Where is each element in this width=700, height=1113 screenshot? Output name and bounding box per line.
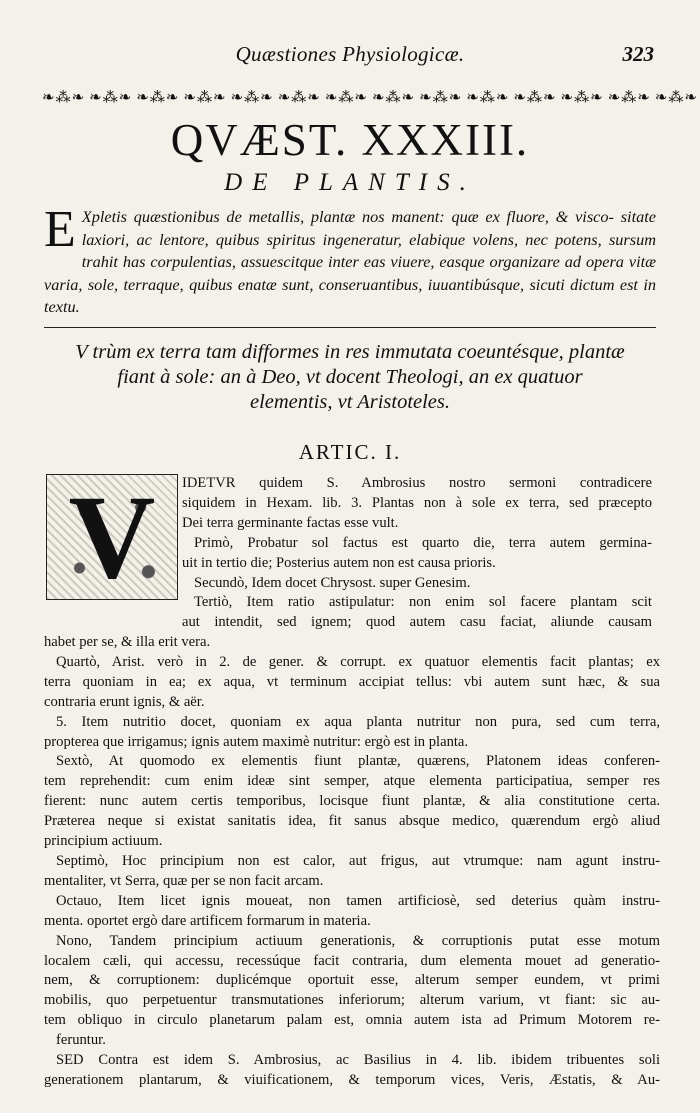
- text-line: Secundò, Idem docet Chrysost. super Genesim.: [194, 574, 471, 591]
- text-line: contraria erunt ignis, & aër.: [44, 693, 205, 710]
- ornament-icon: ❧⁂❧: [466, 90, 510, 106]
- ornament-icon: ❧⁂❧: [277, 90, 321, 106]
- question-title-line: elementis, vt Aristoteles.: [249, 391, 451, 413]
- intro-line: opera vitæ varia, sole, terraque, quibus enatæ sunt, conseruantibus, iuuantibúsque, sicuti: [44, 252, 656, 294]
- ornament-icon: ❧⁂❧: [324, 90, 368, 106]
- text-line: tem reprehendit: cum enim ideæ sint semper, atque elementa participatiua, semper res: [44, 773, 660, 790]
- ornament-icon: ❧⁂❧: [607, 90, 651, 106]
- intro-line: dictum est in textu.: [44, 274, 656, 316]
- ornament-icon: ❧⁂❧: [560, 90, 604, 106]
- text-line: habet per se, & illa erit vera.: [44, 634, 211, 650]
- decorated-initial: [46, 470, 178, 603]
- running-title: Quæstiones Physiologicæ.: [235, 42, 465, 66]
- text-line: uit in tertio die; Posterius autem non est causa prioris.: [182, 554, 496, 571]
- ornament-icon: ❧⁂❧: [89, 90, 133, 106]
- text-line: Quartò, Arist. verò in 2. de gener. & corrupt. ex quatuor elementis facit plantas; ex: [56, 653, 660, 670]
- question-heading: QVÆST. XXXIII.: [170, 115, 530, 165]
- question-title: [40, 340, 660, 415]
- text-line: Septimò, Hoc principium non est calor, aut frigus, aut vtrumque: nam agunt instru-: [56, 852, 660, 869]
- intro-line: Xpletis quæstionibus de metallis, plantæ nos manent: quæ ex fluore, & visco-: [81, 207, 621, 226]
- intro-line: sitate laxiori, ac lentore, quibus spiritus ingeneratur, elabique volens, nec potens,: [81, 207, 656, 249]
- text-line: terra quoniam in ea; ex aqua, vt terminum accipiat tellus: vbi autem sunt hæc, & sua: [44, 673, 660, 690]
- text-line: menta. oportet ergò dare artificem formarum in materia.: [44, 912, 371, 929]
- ornament-icon: ❧⁂❧: [419, 90, 463, 106]
- page-number: 323: [622, 42, 654, 66]
- question-title-line: V trùm ex terra tam difformes in res immutata coeuntésque, plantæ: [75, 341, 625, 363]
- text-line: feruntur.: [56, 1032, 106, 1049]
- ornament-icon: ❧⁂❧: [183, 90, 227, 106]
- text-line: nem, & corruptionem: duplicémque oportuit esse, alterum semper eundem, vt primi: [44, 972, 660, 989]
- intro-line: sursum trahit has corpulentias, assuescitque inter eas viuere, easque organizare ad: [81, 229, 656, 271]
- text-line: mobilis, quo perpetuentur transmutationes inferiorum; alterum varium, vt fiant: sic au-: [44, 992, 660, 1009]
- ornament-icon: ❧⁂❧: [654, 90, 698, 106]
- text-line: mentaliter, vt Serra, quæ per se non facit arcam.: [44, 872, 324, 889]
- running-head: [0, 42, 700, 72]
- article-heading: ARTIC. I.: [298, 440, 402, 464]
- text-line: Dei terra germinante factas esse vult.: [182, 514, 399, 531]
- text-line: siquidem in Hexam. lib. 3. Plantas non à sole ex terra, sed præcepto: [182, 494, 652, 511]
- text-line: tem obliquo in circulo planetarum palam est, omnia autem ista ad Primum Motorem re-: [44, 1012, 660, 1029]
- text-line: propterea que irrigamus; ignis autem maximè nutritur: ergò est in planta.: [44, 733, 469, 750]
- text-line: generationem plantarum, & viuificationem, & temporum vices, Veris, Æstatis, & Au-: [44, 1071, 660, 1088]
- intro-paragraph: [44, 201, 656, 319]
- text-line: SED Contra est idem S. Ambrosius, ac Basilius in 4. lib. ibidem tribuentes soli: [56, 1052, 660, 1069]
- divider-rule: [44, 327, 656, 328]
- ornament-band: [40, 86, 698, 110]
- text-line: aut intendit, sed ignem; quod autem casu faciat, aliunde causam: [182, 614, 652, 631]
- question-subtitle: DE PLANTIS.: [224, 169, 476, 196]
- article-text-narrow: [182, 474, 652, 633]
- text-line: 5. Item nutritio docet, quoniam ex aqua planta nutritur non pura, sed cum terra,: [56, 713, 660, 730]
- ornament-icon: ❧⁂❧: [371, 90, 416, 106]
- ornament-icon: ❧⁂❧: [136, 90, 180, 106]
- text-line: localem cæli, qui accessu, recessúque facit contraria, dum elementa mouet ad generatio-: [44, 952, 660, 969]
- article-text-full: [44, 633, 660, 1091]
- text-line: IDETVR quidem S. Ambrosius nostro sermoni contradicere: [182, 475, 652, 491]
- ornament-icon: ❧⁂❧: [513, 90, 557, 106]
- text-line: Nono, Tandem principium actiuum generationis, & corruptionis putat esse motum: [56, 932, 660, 949]
- intro-initial: E: [44, 201, 76, 258]
- text-line: Tertiò, Item ratio astipulatur: non enim sol facere plantam scit: [194, 594, 652, 611]
- question-title-line: fiant à sole: an à Deo, vt docent Theologi, an ex quatuor: [117, 366, 583, 388]
- ornament-icon: ❧⁂❧: [230, 90, 274, 106]
- text-line: Primò, Probatur sol factus est quarto die, terra autem germina-: [194, 534, 652, 551]
- text-line: fierent: nunc autem certis temporibus, locisque fiunt plantæ, & alia constitutione certa.: [44, 793, 660, 810]
- text-line: principium actiuum.: [44, 833, 163, 850]
- ornament-icon: ❧⁂❧: [42, 90, 86, 106]
- decorated-initial-letter: V: [68, 470, 156, 603]
- text-line: Præterea neque si existat sanitatis idea, fit sanus absque medico, quærendum ergò aliud: [44, 813, 660, 830]
- text-line: Octauo, Item licet ignis moueat, non tamen artificiosè, sed deterius quàm instru-: [56, 892, 660, 909]
- text-line: Sextò, At quomodo ex elementis fiunt plantæ, quærens, Platonem ideas conferen-: [56, 753, 660, 770]
